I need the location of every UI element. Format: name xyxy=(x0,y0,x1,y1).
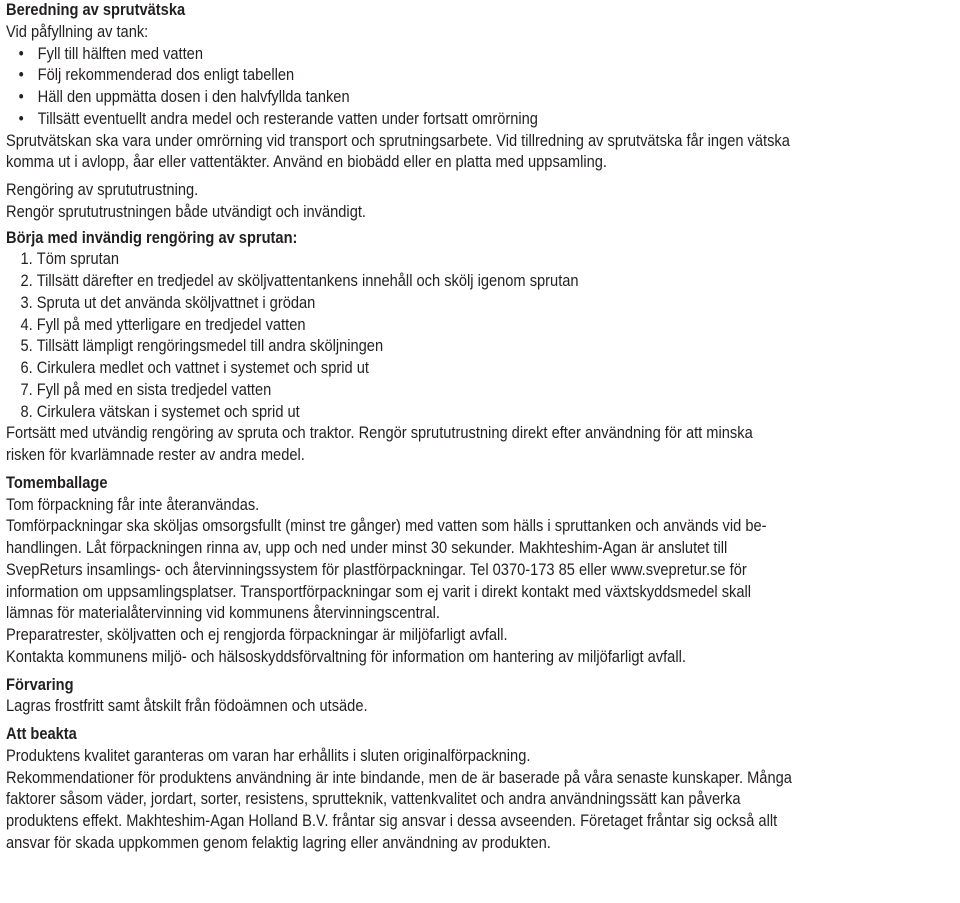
paragraph-line: risken för kvarlämnade rester av andra medel. xyxy=(6,446,305,464)
list-item: 1. Töm sprutan xyxy=(20,250,120,269)
section-rengoring xyxy=(6,180,954,467)
paragraph-line: Sprutvätskan ska vara under omrörning vid transport och sprutningsarbete. Vid tillredning av sprutvätska får ingen vätska xyxy=(6,131,790,150)
list-item: 6. Cirkulera medlet och vattnet i systemet och sprid ut xyxy=(20,359,369,377)
list-item: • Häll den uppmätta dosen i den halvfyllda tanken xyxy=(6,87,954,109)
paragraph-line: Tomförpackningar ska sköljas omsorgsfullt (minst tre gånger) med vatten som hälls i spruttanken och används vid be- xyxy=(6,517,767,536)
paragraph-line: handlingen. Låt förpackningen rinna av, upp och ned under minst 30 sekunder. Makhteshim-Agan är anslutet till xyxy=(6,539,728,557)
list-item: 8. Cirkulera vätskan i systemet och sprid ut xyxy=(20,402,300,421)
paragraph-line: ansvar för skada uppkommen genom felaktig lagring eller användning av produkten. xyxy=(6,833,551,852)
section-subtitle: Rengör sprututrustningen både utvändigt och invändigt. xyxy=(6,202,366,221)
intro-text: Vid påfyllning av tank: xyxy=(6,22,149,41)
document xyxy=(6,0,954,855)
paragraph-line: Tom förpackning får inte återanvändas. xyxy=(6,495,260,514)
paragraph-line: Produktens kvalitet garanteras om varan har erhållits i sluten originalförpackning. xyxy=(6,746,531,765)
paragraph-line: SvepReturs insamlings- och återvinningssystem för plastförpackningar. Tel 0370-173 85 eller www.svepretur.se för xyxy=(6,560,747,579)
paragraph-line: Kontakta kommunens miljö- och hälsoskyddsförvaltning för information om hantering av miljöfarligt avfall. xyxy=(6,647,686,666)
list-item: 2. Tillsätt därefter en tredjedel av sköljvattentankens innehåll och skölj igenom sprutan xyxy=(20,272,579,290)
paragraph-line: Fortsätt med utvändig rengöring av spruta och traktor. Rengör sprututrustning direkt efter användning för att minska xyxy=(6,424,753,443)
numbered-list xyxy=(6,249,954,423)
section-heading: Förvaring xyxy=(6,675,74,694)
section-heading: Beredning av sprutvätska xyxy=(6,1,186,19)
paragraph-line: information om uppsamlingsplatser. Transportförpackningar som ej varit i direkt kontakt med växtskyddsmedel skall xyxy=(6,582,752,601)
section-heading: Tomemballage xyxy=(6,473,108,492)
section-title: Rengöring av sprututrustning. xyxy=(6,181,199,199)
list-item: • Tillsätt eventuellt andra medel och resterande vatten under fortsatt omrörning xyxy=(6,109,954,131)
paragraph-line: produktens effekt. Makhteshim-Agan Holland B.V. fråntar sig ansvar i dessa avseenden. Företaget fråntar sig också allt xyxy=(6,812,778,830)
section-forvaring xyxy=(6,675,954,719)
paragraph-line: Rekommendationer för produktens användning är inte bindande, men de är baserade på våra senaste kunskaper. Många xyxy=(6,768,792,787)
bullet-list xyxy=(6,44,954,131)
list-item: • Fyll till hälften med vatten xyxy=(6,44,954,66)
bullet-marker: • xyxy=(18,88,24,106)
steps-heading: Börja med invändig rengöring av sprutan: xyxy=(6,228,298,247)
list-item: • Följ rekommenderad dos enligt tabellen xyxy=(6,65,954,87)
section-heading: Att beakta xyxy=(6,725,77,743)
list-item: 3. Spruta ut det använda sköljvattnet i grödan xyxy=(20,293,316,312)
bullet-marker: • xyxy=(18,44,24,63)
bullet-marker: • xyxy=(18,66,24,85)
paragraph-line: komma ut i avlopp, åar eller vattentäkter. Använd en biobädd eller en platta med uppsamling. xyxy=(6,153,608,172)
bullet-marker: • xyxy=(18,109,24,128)
paragraph-line: faktorer såsom väder, jordart, sorter, resistens, sprutteknik, vattenkvalitet och andra användningssätt kan påverka xyxy=(6,790,741,809)
list-item: 7. Fyll på med en sista tredjedel vatten xyxy=(20,380,272,399)
paragraph-line: lämnas för materialåtervinning vid kommunens återvinningscentral. xyxy=(6,604,441,623)
section-tomemballage xyxy=(6,473,954,669)
list-item: 4. Fyll på med ytterligare en tredjedel vatten xyxy=(20,315,306,334)
section-att-beakta xyxy=(6,724,954,855)
section-beredning xyxy=(6,0,954,174)
paragraph-line: Preparatrester, sköljvatten och ej rengjorda förpackningar är miljöfarligt avfall. xyxy=(6,626,508,644)
list-item: 5. Tillsätt lämpligt rengöringsmedel till andra sköljningen xyxy=(20,337,384,356)
paragraph-line: Lagras frostfritt samt åtskilt från födoämnen och utsäde. xyxy=(6,697,368,716)
